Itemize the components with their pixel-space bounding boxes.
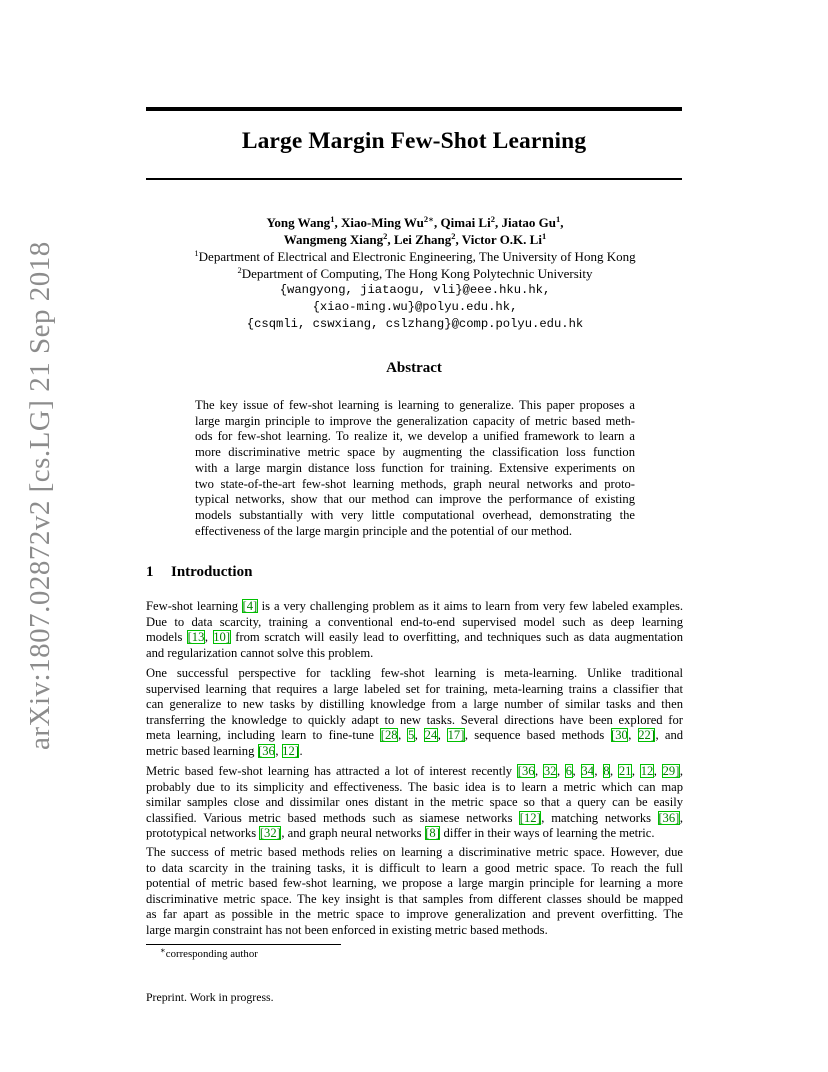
footnote — [160, 945, 258, 960]
text-run: , — [594, 764, 603, 778]
citation-link[interactable]: 22] — [638, 728, 655, 743]
author-name: Xiao-Ming Wu — [340, 215, 424, 230]
author-block — [120, 214, 710, 333]
text-run: prototypical networks — [146, 826, 260, 841]
text-run: The success of metric based methods relies on learning a discriminative metric space. However, due — [146, 845, 683, 859]
citation-link[interactable]: [32] — [259, 826, 281, 841]
paragraph-line — [146, 811, 683, 827]
intro-paragraph-3 — [146, 764, 683, 842]
abstract-line: with a large margin distance loss function for training. Extensive experiments on — [195, 460, 635, 475]
author-name: Lei Zhang — [393, 232, 452, 247]
paragraph-line — [146, 682, 683, 698]
abstract-line: two state-of-the-art few-shot learning methods, graph neural networks and proto- — [195, 476, 635, 491]
abstract-line: The key issue of few-shot learning is learning to generalize. This paper proposes a — [195, 398, 635, 412]
paper-title: Large Margin Few-Shot Learning — [241, 128, 587, 154]
citation-link[interactable]: [28 — [380, 728, 398, 743]
author-affiliation-mark: 1 — [330, 214, 335, 224]
citation-link[interactable]: 29] — [662, 764, 680, 778]
text-run: from scratch will easily lead to overfitting, and techniques such as data augmentation — [230, 630, 684, 645]
text-run: , — [204, 630, 213, 645]
text-run: metric based learning — [146, 743, 258, 758]
author-affiliation-mark: 2 — [451, 231, 456, 241]
citation-link[interactable]: 5 — [407, 728, 415, 743]
text-run: models — [146, 630, 188, 645]
text-run: can generalize to new tasks by distilling knowledge from a large number of similar tasks and then — [146, 697, 683, 712]
affiliation-2 — [120, 265, 710, 282]
footnote-mark: ∗ — [160, 945, 166, 955]
citation-link[interactable]: [8] — [425, 826, 440, 841]
paragraph-line — [146, 892, 683, 908]
citation-link[interactable]: 12] — [282, 743, 299, 758]
author-line-2: Wangmeng Xiang$^2$, Lei Zhang$^2$, Victor O.K. Li$^1$ — [283, 231, 547, 247]
citation-link[interactable]: [12] — [519, 810, 541, 825]
author-affiliation-mark: 1 — [556, 214, 561, 224]
affiliation-2-text: Department of Computing, The Hong Kong Polytechnic University — [241, 266, 593, 281]
author-line-1: Yong Wang$^1$, Xiao-Ming $Wu^{2∗}$, Qimai Li$^2$, Jiatao Gu$^1$, — [266, 214, 564, 230]
intro-paragraph-2 — [146, 666, 683, 760]
section-heading-introduction — [146, 564, 252, 581]
text-run: , — [535, 764, 544, 778]
paragraph-line — [146, 764, 683, 780]
text-run: , — [610, 764, 619, 778]
email-line-2: {xiao-ming.wu}@polyu.edu.hk, — [312, 300, 518, 314]
text-run: Few-shot learning — [146, 599, 243, 613]
citation-link[interactable]: [36] — [658, 810, 680, 825]
paragraph-line — [146, 646, 683, 662]
paragraph-line — [146, 630, 683, 646]
citation-link[interactable]: 34 — [581, 764, 594, 778]
paragraph-line — [146, 713, 683, 729]
citation-link[interactable]: 32 — [543, 764, 557, 778]
text-run: Due to data scarcity, training a conventional end-to-end supervised model such as deep learning — [146, 614, 683, 629]
abstract-line: large margin principle to improve the generalization capacity of metric based meth- — [195, 413, 635, 428]
citation-link[interactable]: [36 — [258, 743, 275, 758]
citation-link[interactable]: [36 — [517, 764, 535, 778]
paragraph-line — [146, 923, 683, 939]
paragraph-line — [146, 845, 683, 861]
title-bottom-rule — [146, 178, 682, 180]
paragraph-line — [146, 615, 683, 631]
text-run: , and graph neural networks — [281, 826, 425, 841]
text-run: , — [679, 810, 683, 825]
author-affiliation-mark: 2∗ — [423, 214, 435, 224]
author-name: Victor O.K. Li — [461, 232, 542, 247]
text-run: , and — [655, 728, 684, 743]
abstract-line: effectiveness of the large margin principle and the potential of our method. — [195, 523, 572, 538]
abstract-line: ods for few-shot learning. To realize it, we develop a unified framework to learn a — [195, 429, 635, 444]
paragraph-line — [146, 861, 683, 877]
abstract-line: models substantially with very little computational overhead, demonstrating the — [195, 507, 635, 522]
citation-link[interactable]: [13 — [187, 630, 205, 645]
citation-link[interactable]: 17] — [447, 728, 465, 743]
abstract-line: more discriminative metric space by augmenting the classification loss function — [195, 445, 635, 460]
email-line-1: {wangyong, jiataogu, vli}@eee.hku.hk, — [279, 283, 551, 297]
author-name: Yong Wang — [266, 215, 331, 230]
email-line-3: {csqmli, cswxiang, cslzhang}@comp.polyu.edu.hk — [246, 317, 584, 331]
text-run: transferring the knowledge to quickly adapt to new tasks. Several directions have been explored for — [146, 712, 683, 727]
text-run: to data scarcity in the training tasks, it is difficult to learn a good metric space. To reach the full — [146, 860, 683, 875]
author-affiliation-mark: 2 — [383, 231, 388, 241]
text-run: potential of metric based few-shot learning, we propose a large margin principle for learning a more — [146, 876, 683, 891]
text-run: Metric based few-shot learning has attracted a lot of interest recently — [146, 764, 518, 778]
citation-link[interactable]: 24 — [424, 728, 438, 743]
author-name: Wangmeng Xiang — [283, 232, 384, 247]
author-affiliation-mark: 2 — [490, 214, 495, 224]
paragraph-line — [146, 599, 683, 615]
section-title: Introduction — [171, 564, 253, 580]
citation-link[interactable]: 10] — [213, 630, 231, 645]
author-name: Jiatao Gu — [501, 215, 557, 230]
text-run: differ in their ways of learning the metric. — [440, 826, 655, 841]
citation-link[interactable]: 6 — [565, 764, 573, 778]
text-run: One successful perspective for tackling few-shot learning is meta-learning. Unlike traditional — [146, 666, 683, 680]
author-name: Qimai Li — [440, 215, 491, 230]
affiliation-1 — [120, 248, 710, 265]
text-run: , — [572, 764, 581, 778]
text-run: large margin constraint has not been enforced in existing metric based methods. — [146, 922, 548, 937]
intro-paragraph-4 — [146, 845, 683, 939]
text-run: discriminative metric space. The key insight is that samples from different classes should be mapped — [146, 891, 683, 906]
text-run: , — [437, 728, 448, 743]
citation-link[interactable]: 21 — [618, 764, 632, 778]
text-run: . — [299, 743, 303, 758]
text-run: as far apart as possible in the metric space to improve generalization and prevent overfitting. The — [146, 907, 683, 922]
footnote-rule — [146, 944, 341, 945]
text-run: , — [679, 764, 684, 778]
text-run: , — [653, 764, 663, 778]
text-run: , matching networks — [541, 810, 658, 825]
affiliation-2-mark: 2 — [237, 265, 242, 275]
abstract-heading: Abstract — [386, 360, 442, 376]
citation-link[interactable]: [30 — [611, 728, 628, 743]
preprint-note: Preprint. Work in progress. — [146, 990, 274, 1004]
author-affiliation-mark: 1 — [541, 231, 547, 241]
citation-link[interactable]: 8 — [603, 764, 610, 778]
abstract-body — [195, 398, 635, 539]
section-number: 1 — [146, 564, 154, 580]
abstract-line: typical networks, show that our method can improve the performance of existing — [195, 492, 635, 507]
paragraph-line — [146, 744, 683, 760]
text-run: , — [631, 764, 641, 778]
text-run: meta learning, including learn to fine-tune — [146, 728, 381, 743]
text-run: similar samples close and dissimilar ones distant in the metric space so that a query can be easily — [146, 795, 683, 810]
paragraph-line — [146, 876, 683, 892]
paragraph-line — [146, 666, 683, 682]
text-run: , — [414, 728, 425, 743]
paragraph-line — [146, 795, 683, 811]
affiliation-1-text: Department of Electrical and Electronic Engineering, The University of Hong Kong — [198, 249, 636, 264]
paragraph-line — [146, 780, 683, 796]
text-run: , sequence based methods — [464, 728, 611, 743]
arxiv-identifier-stamp: arXiv:1807.02872v2 [cs.LG] 21 Sep 2018 — [24, 241, 56, 750]
title-top-rule — [146, 107, 682, 111]
paragraph-line — [146, 728, 683, 744]
text-run: is a very challenging problem as it aims to learn from very few labeled examples. — [257, 599, 683, 613]
text-run: and regularization cannot solve this problem. — [146, 645, 374, 660]
footnote-text: corresponding author — [165, 948, 258, 960]
text-run: , — [556, 764, 566, 778]
paragraph-line — [146, 907, 683, 923]
text-run: probably due to its simplicity and effectiveness. The basic idea is to learn a metric which can map — [146, 779, 683, 794]
text-run: classified. Various metric based methods such as siamese networks — [146, 810, 520, 825]
text-run: , — [398, 728, 408, 743]
paragraph-line — [146, 826, 683, 842]
text-run: supervised learning that requires a large labeled set for training, meta-learning trains a classifier that — [146, 681, 683, 696]
citation-link[interactable]: [4] — [242, 599, 258, 613]
citation-link[interactable]: 12 — [640, 764, 654, 778]
text-run: , — [275, 743, 282, 758]
affiliation-1-mark: 1 — [194, 248, 199, 258]
paragraph-line — [146, 697, 683, 713]
intro-paragraph-1 — [146, 599, 683, 661]
text-run: , — [628, 728, 638, 743]
